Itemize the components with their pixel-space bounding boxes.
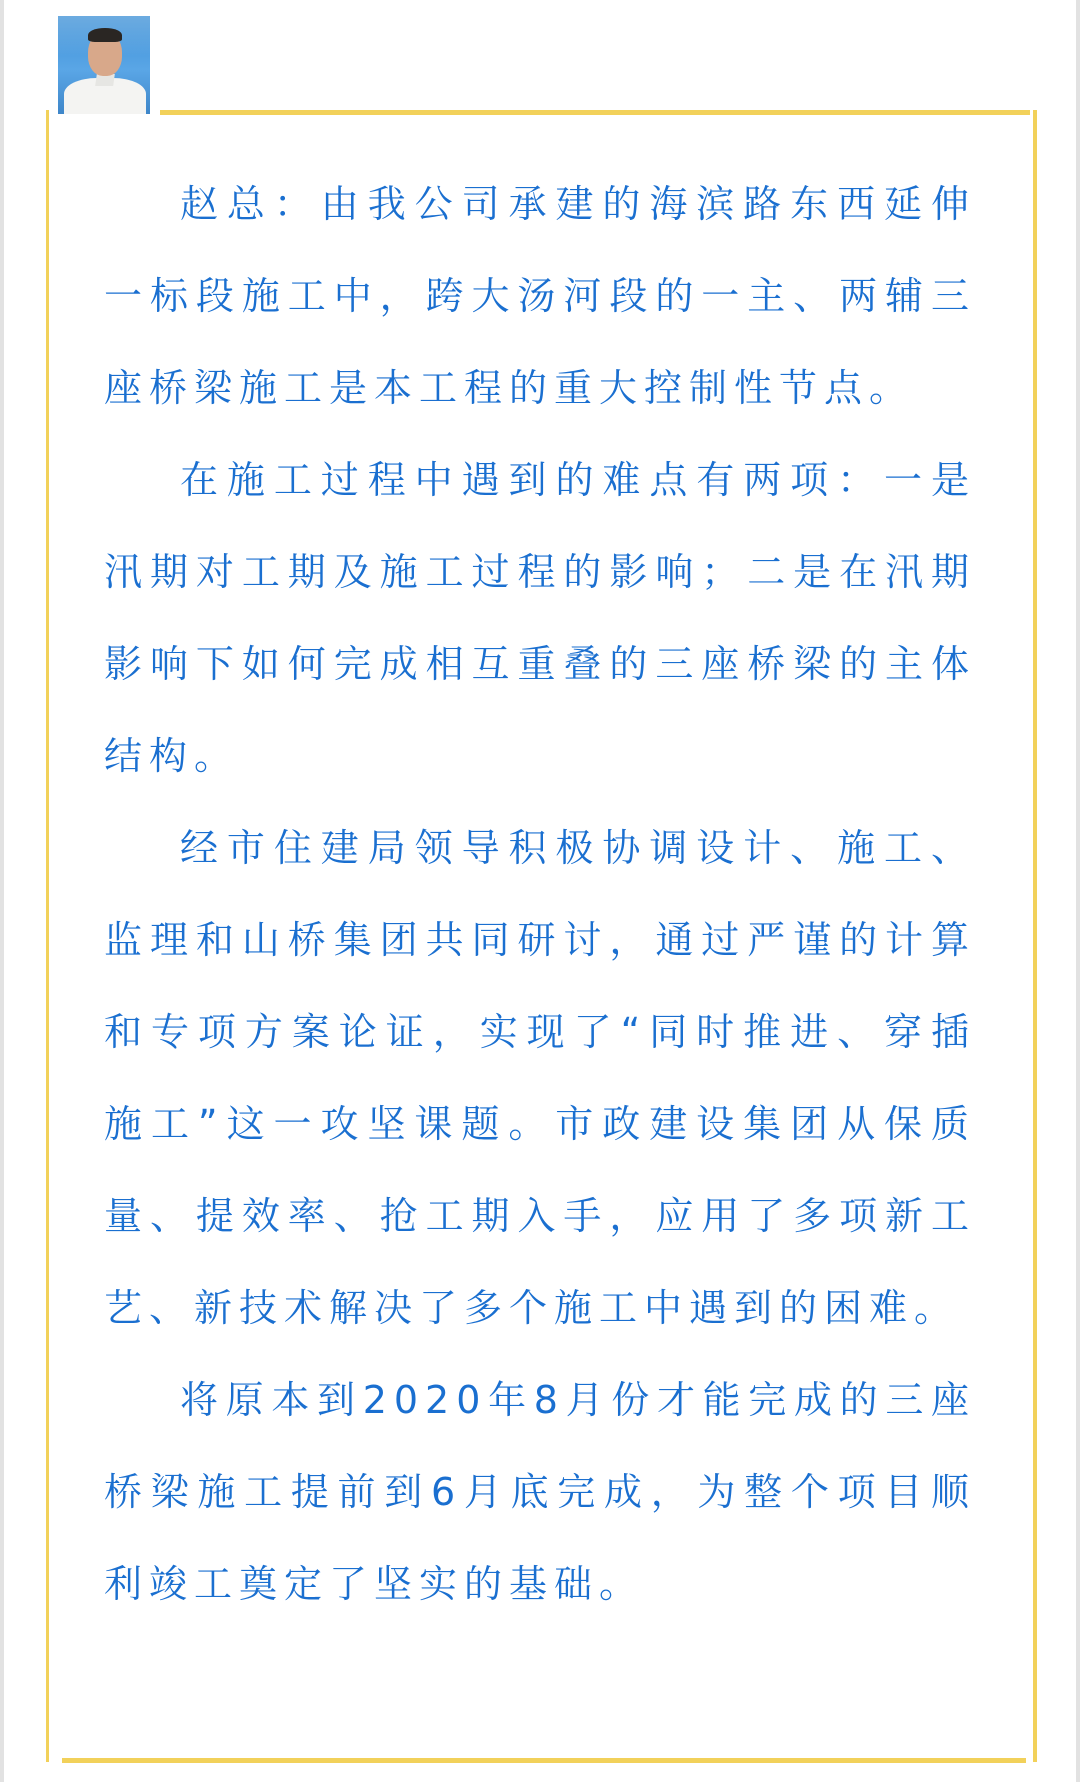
paragraph-4: 将原本到2020年8月份才能完成的三座桥梁施工提前到6月底完成，为整个项目顺利竣工奠定了坚实的基础。 xyxy=(104,1378,976,1606)
article-body xyxy=(104,158,976,1630)
paragraph-3: 经市住建局领导积极协调设计、施工、监理和山桥集团共同研讨，通过严谨的计算和专项方案论证，实现了“同时推进、穿插施工”这一攻坚课题。市政建设集团从保质量、提效率、抢工期入手，应用了多项新工艺、新技术解决了多个施工中遇到的困难。 xyxy=(104,826,976,1330)
avatar-hair xyxy=(88,28,122,42)
frame-left-border xyxy=(46,110,49,1762)
paragraph-2: 在施工过程中遇到的难点有两项：一是汛期对工期及施工过程的影响；二是在汛期影响下如何完成相互重叠的三座桥梁的主体结构。 xyxy=(104,458,976,778)
frame-right-border xyxy=(1033,110,1037,1762)
right-edge-bar xyxy=(1076,0,1080,1782)
paragraph-1: 赵总：由我公司承建的海滨路东西延伸一标段施工中，跨大汤河段的一主、两辅三座桥梁施工是本工程的重大控制性节点。 xyxy=(104,182,976,410)
frame-bottom-border xyxy=(62,1758,1026,1763)
left-edge-bar xyxy=(0,0,4,1782)
frame-top-border xyxy=(160,110,1030,115)
avatar xyxy=(58,16,150,114)
